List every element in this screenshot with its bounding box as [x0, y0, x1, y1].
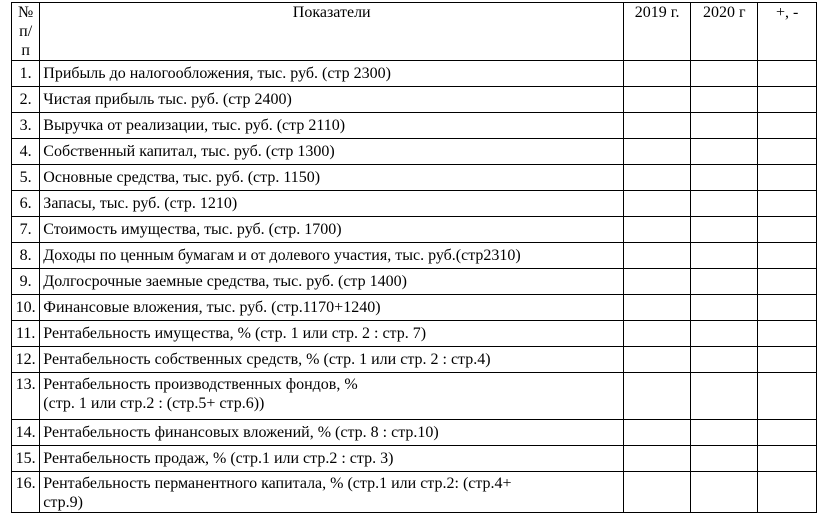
row-number: 15. — [12, 446, 40, 472]
table-row — [12, 295, 817, 321]
row-indicator — [40, 295, 624, 321]
header-number-sign: № — [18, 4, 34, 21]
table-body — [12, 61, 817, 513]
row-value-2019 — [624, 113, 691, 139]
row-number: 8. — [12, 243, 40, 269]
row-value-2019 — [624, 373, 691, 420]
indicator-text-line: Финансовые вложения, тыс. руб. (стр.1170+1240) — [43, 299, 381, 316]
indicator-text-line: стр.9) — [43, 494, 83, 511]
table-row — [12, 165, 817, 191]
row-value-2019 — [624, 191, 691, 217]
table-row — [12, 472, 817, 513]
table-row — [12, 321, 817, 347]
row-number: 1. — [12, 61, 40, 87]
row-value-2020 — [691, 243, 758, 269]
header-number-abbrev: п/п — [19, 23, 33, 59]
row-value-2019 — [624, 269, 691, 295]
table-row — [12, 420, 817, 446]
header-change: +, - — [758, 3, 817, 61]
table-row — [12, 269, 817, 295]
header-year-2020: 2020 г — [691, 3, 758, 61]
row-value-2020 — [691, 373, 758, 420]
row-number: 6. — [12, 191, 40, 217]
row-number: 4. — [12, 139, 40, 165]
table-row — [12, 139, 817, 165]
row-value-change — [758, 321, 817, 347]
row-value-2019 — [624, 139, 691, 165]
row-indicator — [40, 446, 624, 472]
row-number: 12. — [12, 347, 40, 373]
indicator-text-line: Рентабельность производственных фондов, % — [43, 376, 358, 393]
row-value-2019 — [624, 472, 691, 513]
indicator-text-line: Стоимость имущества, тыс. руб. (стр. 1700) — [43, 221, 342, 238]
row-value-change — [758, 269, 817, 295]
row-value-change — [758, 472, 817, 513]
table-row — [12, 446, 817, 472]
header-indicators: Показатели — [40, 3, 624, 61]
indicator-text-line: Запасы, тыс. руб. (стр. 1210) — [43, 195, 238, 212]
row-value-2019 — [624, 420, 691, 446]
row-number: 3. — [12, 113, 40, 139]
row-indicator — [40, 113, 624, 139]
header-number — [12, 3, 40, 61]
row-value-2020 — [691, 269, 758, 295]
row-value-2019 — [624, 347, 691, 373]
row-value-2020 — [691, 87, 758, 113]
indicator-text-line: Чистая прибыль тыс. руб. (стр 2400) — [43, 91, 292, 108]
row-value-change — [758, 295, 817, 321]
row-value-2020 — [691, 139, 758, 165]
row-value-2020 — [691, 61, 758, 87]
indicator-text-line: Рентабельность перманентного капитала, % (стр.1 или стр.2: (стр.4+ — [43, 475, 512, 492]
table-row — [12, 191, 817, 217]
row-value-2020 — [691, 446, 758, 472]
header-year-2019: 2019 г. — [624, 3, 691, 61]
row-value-change — [758, 347, 817, 373]
row-value-2019 — [624, 243, 691, 269]
row-value-change — [758, 243, 817, 269]
row-indicator — [40, 269, 624, 295]
row-number: 11. — [12, 321, 40, 347]
header-row — [12, 3, 817, 61]
row-value-2019 — [624, 217, 691, 243]
row-indicator — [40, 243, 624, 269]
table-row — [12, 243, 817, 269]
indicator-text-line: Основные средства, тыс. руб. (стр. 1150) — [43, 169, 321, 186]
row-value-change — [758, 191, 817, 217]
row-value-2020 — [691, 472, 758, 513]
row-value-change — [758, 113, 817, 139]
row-number: 10. — [12, 295, 40, 321]
indicator-text-line: Прибыль до налогообложения, тыс. руб. (стр 2300) — [43, 65, 391, 82]
indicator-text-line: Рентабельность финансовых вложений, % (стр. 8 : стр.10) — [43, 424, 439, 441]
row-value-2020 — [691, 165, 758, 191]
row-value-2020 — [691, 295, 758, 321]
row-value-change — [758, 373, 817, 420]
row-value-change — [758, 446, 817, 472]
table-row — [12, 373, 817, 420]
indicator-text-line: Выручка от реализации, тыс. руб. (стр 2110) — [43, 117, 346, 134]
row-indicator — [40, 165, 624, 191]
indicator-text-line: Рентабельность имущества, % (стр. 1 или стр. 2 : стр. 7) — [43, 325, 427, 342]
row-indicator — [40, 61, 624, 87]
row-indicator — [40, 217, 624, 243]
table-row — [12, 87, 817, 113]
table-row — [12, 347, 817, 373]
row-indicator — [40, 373, 624, 420]
table-row — [12, 217, 817, 243]
row-value-2019 — [624, 87, 691, 113]
row-value-change — [758, 420, 817, 446]
row-value-2019 — [624, 321, 691, 347]
row-number: 2. — [12, 87, 40, 113]
row-value-2020 — [691, 347, 758, 373]
row-number: 9. — [12, 269, 40, 295]
row-value-2019 — [624, 295, 691, 321]
row-value-2020 — [691, 113, 758, 139]
row-indicator — [40, 139, 624, 165]
row-indicator — [40, 87, 624, 113]
row-indicator — [40, 191, 624, 217]
indicator-text-line: (стр. 1 или стр.2 : (стр.5+ стр.6)) — [43, 395, 265, 412]
row-value-2019 — [624, 446, 691, 472]
row-number: 5. — [12, 165, 40, 191]
indicator-text-line: Доходы по ценным бумагам и от долевого участия, тыс. руб.(стр2310) — [43, 247, 521, 264]
indicator-text-line: Рентабельность собственных средств, % (стр. 1 или стр. 2 : стр.4) — [43, 351, 491, 368]
indicator-text-line: Рентабельность продаж, % (стр.1 или стр.2 : стр. 3) — [43, 450, 394, 467]
row-indicator — [40, 347, 624, 373]
row-number: 7. — [12, 217, 40, 243]
row-number: 14. — [12, 420, 40, 446]
row-value-change — [758, 165, 817, 191]
row-value-change — [758, 87, 817, 113]
table-row — [12, 113, 817, 139]
indicator-text-line: Долгосрочные заемные средства, тыс. руб. (стр 1400) — [43, 273, 407, 290]
row-indicator — [40, 472, 624, 513]
indicator-text-line: Собственный капитал, тыс. руб. (стр 1300) — [43, 143, 335, 160]
row-value-2019 — [624, 61, 691, 87]
row-value-change — [758, 61, 817, 87]
indicators-table — [11, 2, 817, 513]
row-indicator — [40, 420, 624, 446]
row-number: 13. — [12, 373, 40, 420]
row-value-2020 — [691, 191, 758, 217]
row-value-2019 — [624, 165, 691, 191]
table-row — [12, 61, 817, 87]
row-value-2020 — [691, 321, 758, 347]
row-number: 16. — [12, 472, 40, 513]
row-indicator — [40, 321, 624, 347]
table-header — [12, 3, 817, 61]
row-value-change — [758, 217, 817, 243]
row-value-2020 — [691, 420, 758, 446]
row-value-change — [758, 139, 817, 165]
row-value-2020 — [691, 217, 758, 243]
